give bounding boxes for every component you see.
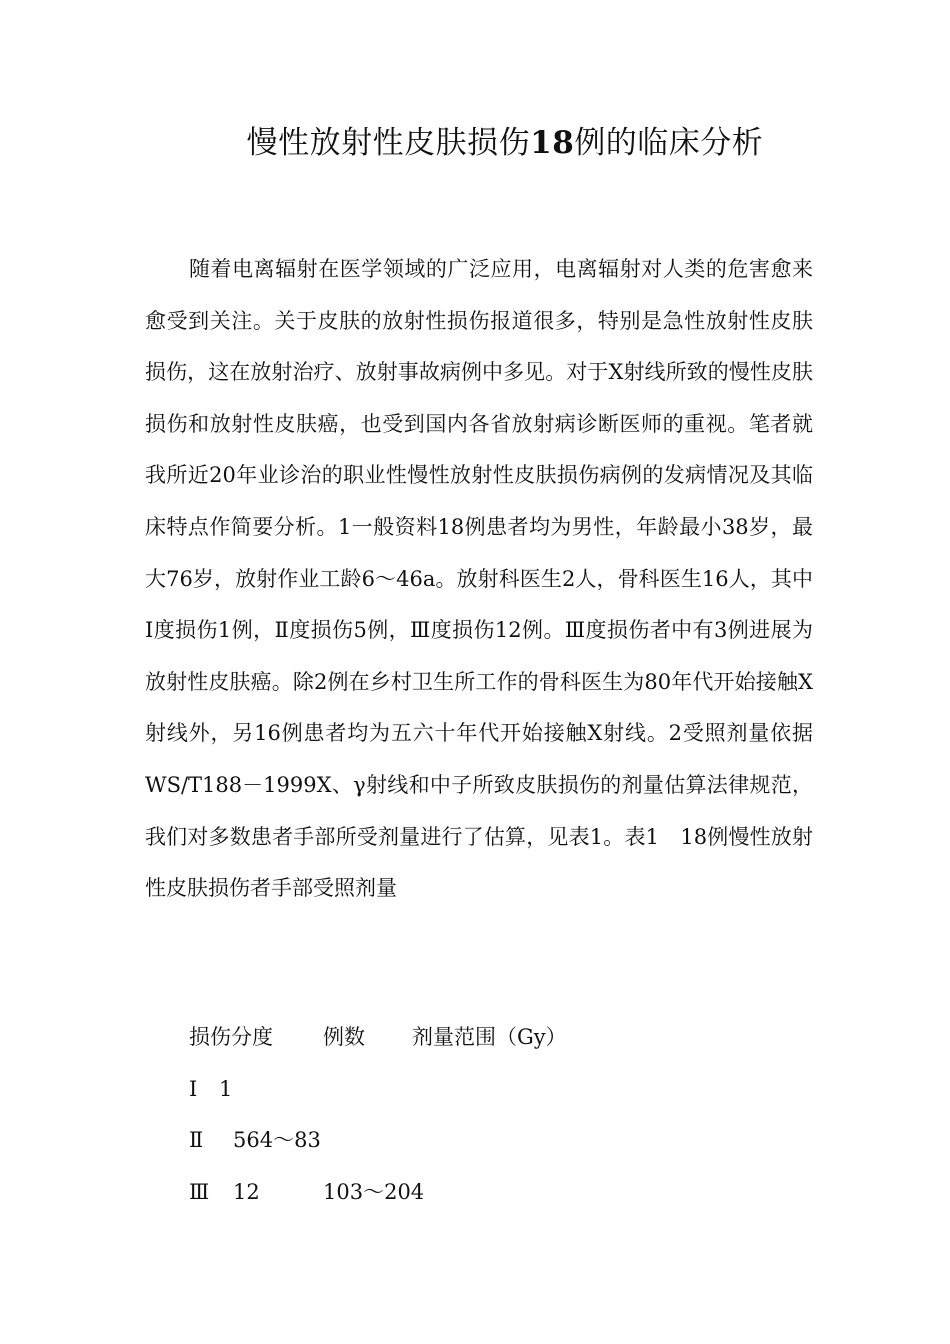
table-row [189,1167,809,1219]
table-row [189,1064,809,1116]
row3-grade: Ⅲ [189,1179,210,1204]
header-dose-range: 剂量范围（Gy） [412,1025,567,1049]
title-text-part2: 例的临床分析 [574,125,764,161]
row3-cases: 12 [233,1179,260,1204]
row2-grade: Ⅱ [189,1128,204,1153]
row1-grade: Ⅰ [189,1076,198,1101]
title-number: 18 [530,125,575,161]
header-grade: 损伤分度 [189,1025,273,1049]
title-text-part1: 慢性放射性皮肤损伤 [246,125,531,161]
table-header-row [189,1012,809,1064]
table-row [189,1115,809,1167]
dose-table [189,1012,809,1218]
row2-value: 564～83 [233,1128,321,1153]
header-cases: 例数 [323,1025,365,1049]
document-title [0,118,950,168]
row1-cases: 1 [219,1076,233,1101]
row3-dose-range: 103～204 [323,1179,425,1204]
body-paragraph: 随着电离辐射在医学领域的广泛应用，电离辐射对人类的危害愈来愈受到关注。关于皮肤的放射性损伤报道很多，特别是急性放射性皮肤损伤，这在放射治疗、放射事故病例中多见。对于X射线所致的慢性皮肤损伤和放射性皮肤癌，也受到国内各省放射病诊断医师的重视。笔者就我所近20年业诊治的职业性慢性放射性皮肤损伤病例的发病情况及其临床特点作简要分析。1一般资料18例患者均为男性，年龄最小38岁，最大76岁，放射作业工龄6～46a。放射科医生2人，骨科医生16人，其中Ⅰ度损伤1例，Ⅱ度损伤5例，Ⅲ度损伤12例。Ⅲ度损伤者中有3例进展为放射性皮肤癌。除2例在乡村卫生所工作的骨科医生为80年代开始接触X射线外，另16例患者均为五六十年代开始接触X射线。2受照剂量依据WS/T188－1999X、γ射线和中子所致皮肤损伤的剂量估算法律规范，我们对多数患者手部所受剂量进行了估算，见表1。表1 18例慢性放射性皮肤损伤者手部受照剂量 [145,257,813,901]
